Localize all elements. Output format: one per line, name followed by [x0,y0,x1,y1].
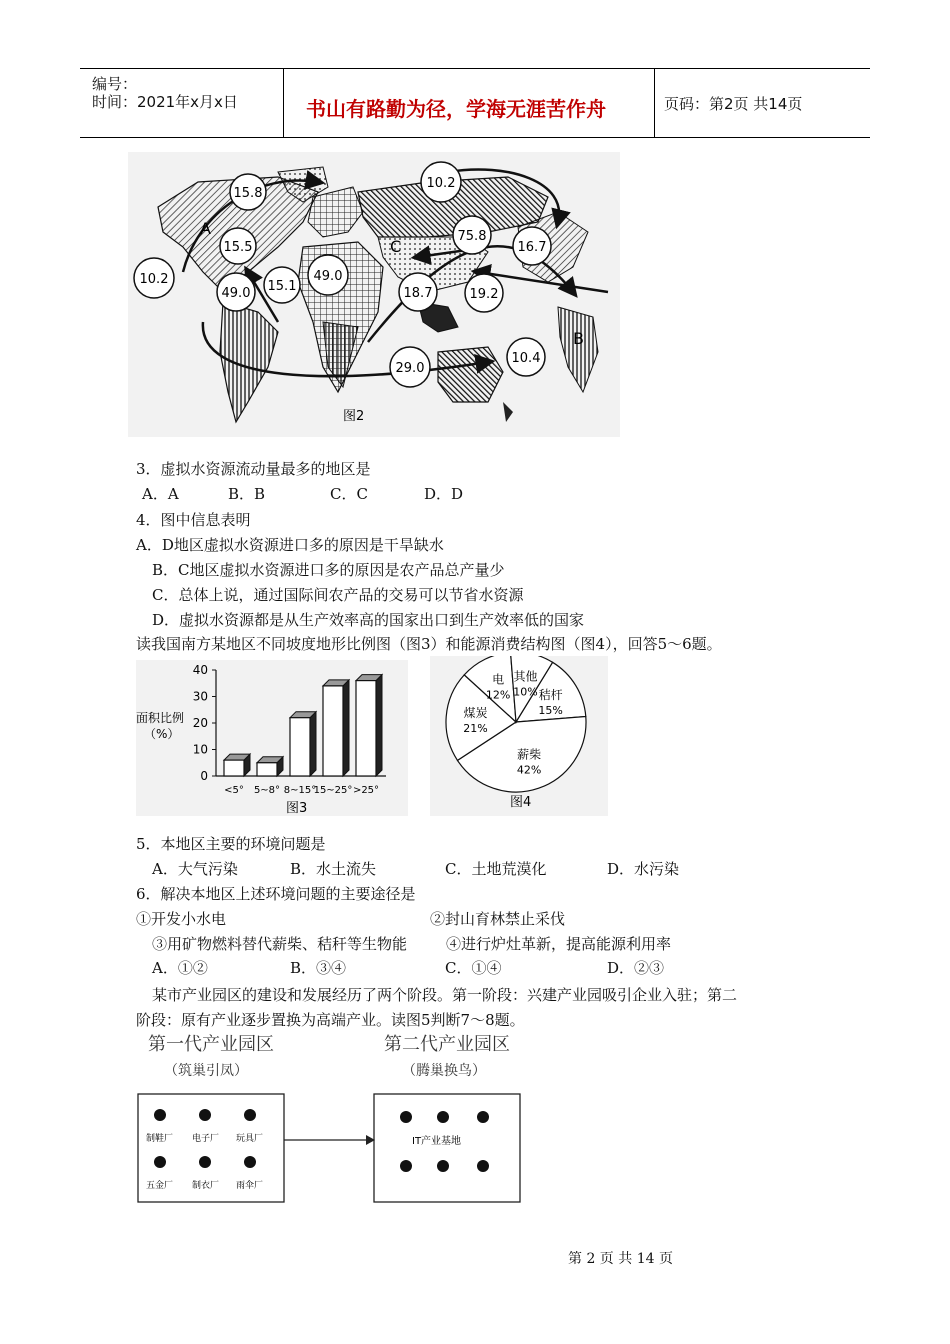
pie-pct: 15% [538,703,563,717]
factory-label: 雨伞厂 [236,1181,264,1191]
value-label: 15.5 [223,240,253,255]
new-zealand-shape [503,402,513,422]
q3-option-d: D．D [424,485,464,503]
figure-3-chart [136,660,408,816]
q3-option-c: C．C [330,485,368,503]
q3-option-a: A．A [142,485,179,503]
region-label-b: B [573,329,584,348]
slope-bar-chart [136,660,408,816]
figure-4-chart [430,656,608,816]
x-tick-label: >25° [352,785,380,796]
value-label: 15.8 [233,186,263,201]
world-map-graphic [128,152,620,437]
value-label: 15.1 [267,279,297,294]
figure-5 [130,1030,530,1210]
second-gen-park-box [374,1094,520,1202]
factory-label: 玩具厂 [236,1134,264,1144]
q4-option-a: A．D地区虚拟水资源进口多的原因是干旱缺水 [136,536,444,554]
bar [290,718,310,776]
intro-7-8-line1: 某市产业园区的建设和发展经历了两个阶段。第一阶段：兴建产业园吸引企业入驻；第二 [152,986,738,1004]
intro-7-8-line2: 阶段：原有产业逐步置换为高端产业。读图5判断7～8题。 [136,1011,525,1029]
q6-option-a: A．①② [152,959,208,977]
figure-4-caption: 图4 [510,795,532,810]
y-tick-label: 0 [200,769,208,783]
value-label: 16.7 [517,240,547,255]
header-motto: 书山有路勤为径，学海无涯苦作舟 [306,97,606,121]
bar-side [310,712,316,776]
q5-option-d: D．水污染 [607,860,680,878]
it-base-label: IT产业基地 [412,1136,462,1147]
y-tick-label: 30 [192,689,208,704]
left-subtitle: （筑巢引凤） [164,1063,248,1079]
value-label: 10.2 [426,176,456,191]
value-label: 49.0 [221,286,251,301]
y-ticks [193,663,216,783]
q5-stem: 5．本地区主要的环境问题是 [136,835,326,853]
figure-3-caption: 图3 [286,801,308,816]
header-number-label: 编号： [92,75,138,93]
right-title: 第二代产业园区 [384,1034,510,1055]
x-tick-label: 15~25° [313,785,353,796]
header-divider [283,69,284,137]
q6-option-c: C．①④ [445,959,502,977]
bar [323,686,343,776]
bars [224,675,382,776]
value-label: 10.2 [139,272,169,287]
pie-label: 其他 [513,669,538,684]
intro-5-6: 读我国南方某地区不同坡度地形比例图（图3）和能源消费结构图（图4），回答5～6题。 [136,635,722,653]
q6-option-b: B．③④ [290,959,347,977]
q4-option-c: C．总体上说，通过国际间农产品的交易可以节省水资源 [152,586,524,604]
y-tick-label: 10 [192,742,208,757]
figure-2-map [128,152,620,437]
value-label: 18.7 [403,286,433,301]
right-subtitle: （腾巢换鸟） [402,1063,486,1079]
q6-item-2: ②封山育林禁止采伐 [430,910,566,928]
y-tick-label: 40 [192,663,208,677]
region-label-c: C [390,237,402,256]
pie-pct: 42% [516,763,542,777]
header-divider [654,69,655,137]
x-tick-label: 5~8° [253,785,281,796]
q4-option-d: D．虚拟水资源都是从生产效率高的国家出口到生产效率低的国家 [152,611,585,629]
value-label: 49.0 [313,269,343,284]
q6-option-d: D．②③ [607,959,665,977]
q4-option-b: B．C地区虚拟水资源进口多的原因是农产品总产量少 [152,561,505,579]
bar-side [343,680,349,776]
q3-option-b: B．B [228,485,266,503]
q6-item-4: ④进行炉灶革新，提高能源利用率 [446,935,672,953]
pie-pct: 12% [485,688,511,702]
australia-shape [438,347,503,402]
left-title: 第一代产业园区 [148,1034,274,1055]
chart-ylabel-unit: （%） [144,727,180,741]
value-label: 19.2 [469,287,499,302]
pie-label: 秸杆 [538,687,563,702]
header-table [80,68,870,138]
header-page-label: 页码：第2页 共14页 [664,95,803,113]
page-footer: 第 2 页 共 14 页 [568,1251,673,1267]
q5-option-b: B．水土流失 [290,860,377,878]
figure-2-caption: 图2 [343,409,365,424]
q3-stem: 3．虚拟水资源流动量最多的地区是 [136,460,371,478]
q5-option-a: A．大气污染 [152,860,238,878]
q6-item-3: ③用矿物燃料替代薪柴、秸秆等生物能 [152,935,408,953]
factory-label: 五金厂 [146,1181,174,1191]
bar-side [376,675,382,776]
bar [356,681,376,776]
bar [257,763,277,776]
value-label: 10.4 [511,351,541,366]
factory-label: 制衣厂 [192,1181,220,1191]
x-tick-label: <5° [224,785,244,796]
factory-label: 制鞋厂 [146,1134,174,1144]
q5-option-c: C．土地荒漠化 [445,860,547,878]
value-label: 29.0 [395,361,425,376]
bar [224,760,244,776]
region-b-shape [558,307,598,392]
south-america-shape [220,302,278,422]
q4-stem: 4．图中信息表明 [136,511,251,529]
pie-pct: 21% [463,721,488,735]
y-tick-label: 20 [192,716,208,730]
pie-label: 薪柴 [517,747,542,762]
energy-pie-chart [430,656,608,816]
x-tick-labels [224,785,379,796]
park-diagram [130,1088,530,1210]
pie-label: 煤炭 [463,705,488,720]
region-label-a: A [200,219,211,238]
q6-stem: 6．解决本地区上述环境问题的主要途径是 [136,885,416,903]
chart-ylabel: 面积比例 [136,711,185,725]
header-time-label: 时间：2021年x月x日 [92,93,238,111]
pie-pct: 10% [513,685,538,699]
value-label: 75.8 [457,229,487,244]
q6-item-1: ①开发小水电 [136,910,227,928]
x-tick-label: 8~15° [283,785,317,796]
pie-label: 电 [492,672,505,687]
factory-label: 电子厂 [192,1134,220,1144]
